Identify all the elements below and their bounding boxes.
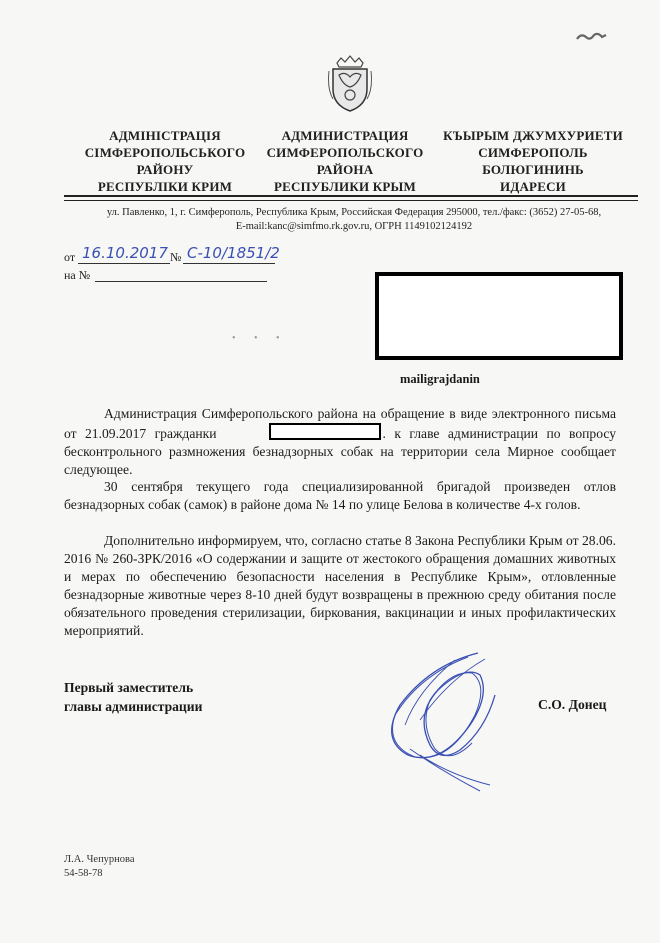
reference-underline: [95, 281, 267, 282]
org-name-ukrainian: АДМІНІСТРАЦІЯ СІМФЕРОПОЛЬСЬКОГО РАЙОНУ РЕСПУБЛІКИ КРИМ: [84, 128, 246, 194]
header-divider: [64, 195, 638, 201]
reference-label: на №: [64, 268, 91, 282]
signatory-name: С.О. Донец: [538, 697, 607, 712]
number-label: №: [170, 250, 182, 264]
coat-of-arms-icon: [327, 55, 373, 113]
address-block: ул. Павленко, 1, г. Симферополь, Республика Крым, Российская Федерация 295000, тел./факс: (3652) 27-05-68, E-mail:kanc@simfmo.rk.gov.ru, ОГРН 1149102124192: [106, 207, 602, 232]
number-underline: [183, 263, 275, 264]
executor-name: Л.А. Чепурнова: [64, 854, 135, 865]
handwritten-signature: [360, 645, 510, 795]
date-handwritten: 16.10.2017: [82, 244, 168, 262]
recipient-email: mailigrajdanin: [400, 372, 480, 386]
paragraph-2: 30 сентября текущего года специализированной бригадой произведен отлов безнадзорных собак (самок) в районе дома № 14 по улице Белова в количестве 4-х голов.: [64, 479, 616, 512]
redacted-citizen-name: [269, 423, 381, 440]
redacted-recipient-address: [375, 272, 623, 360]
number-handwritten: С-10/1851/2: [187, 244, 280, 262]
signatory-title: Первый заместитель главы администрации: [64, 680, 203, 714]
date-label: от: [64, 250, 76, 264]
paragraph-3: Дополнительно информируем, что, согласно статье 8 Закона Республики Крым от 28.06. 2016 № 260-ЗРК/2016 «О содержании и защите от жестокого обращения домашних животных и мерах по обеспечению безопасности населения в Республике Крым», отловленные безнадзорные животные через 8-10 дней будут возвращены в прежнюю среду обитания после обязательного проведения стерилизации, биркования, вакцинации и иных профилактических мероприятий.: [64, 533, 616, 638]
executor-info: [64, 853, 135, 881]
corner-ink-mark: [575, 30, 609, 44]
date-underline: [78, 263, 170, 264]
org-name-crimean-tatar: КЪЫРЫМ ДЖУМХУРИЕТИ СИМФЕРОПОЛЬ БОЛЮГИНИНЬ ИДАРЕСИ: [443, 128, 623, 194]
org-name-russian: АДМИНИСТРАЦИЯ СИМФЕРОПОЛЬСКОГО РАЙОНА РЕСПУБЛИКИ КРЫМ: [266, 128, 424, 194]
executor-phone: 54-58-78: [64, 868, 103, 879]
paragraph-1: Администрация Симферопольского района на обращение в виде электронного письма от 21.09.2017 гражданки . к главе администрации по вопросу бесконтрольного размножения безнадзорных собак на территории села Мирное сообщает следующее.: [64, 406, 616, 477]
scan-dots: • • •: [232, 333, 288, 344]
